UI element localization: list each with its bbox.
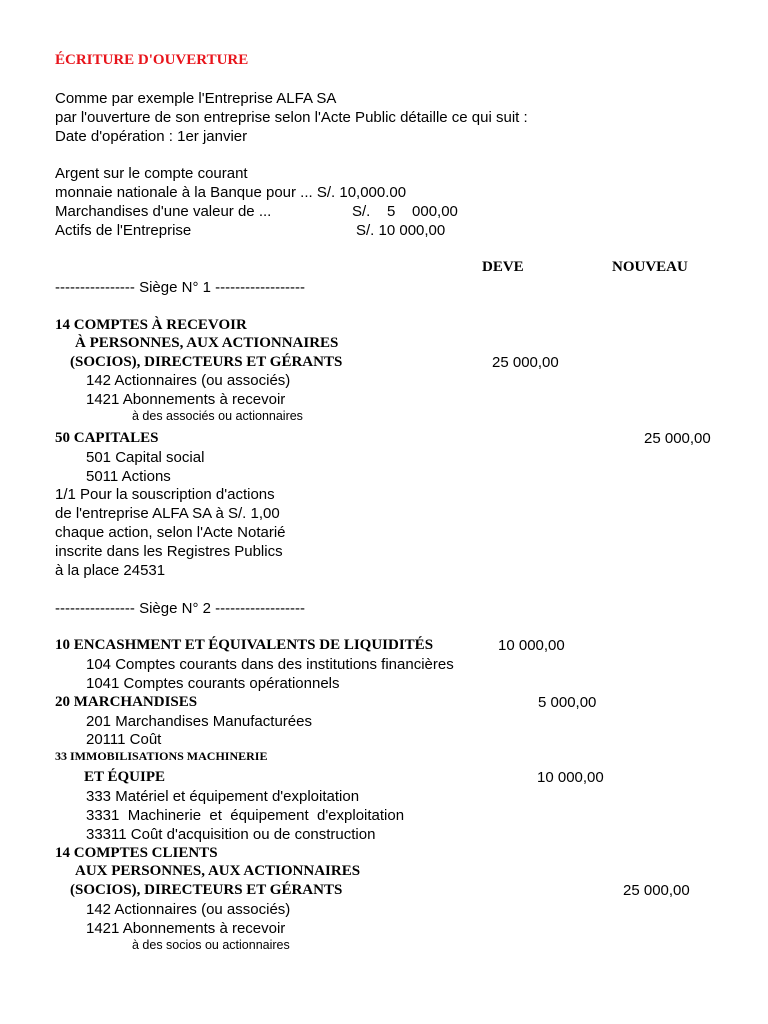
asset-label: Actifs de l'Entreprise	[55, 222, 192, 239]
debit-amount: 10 000,00	[537, 769, 604, 786]
intro-line: Comme par exemple l'Entreprise ALFA SA	[55, 90, 337, 107]
gloss-line: chaque action, selon l'Acte Notarié	[55, 524, 286, 541]
account-14-title: (SOCIOS), DIRECTEURS ET GÉRANTS	[70, 354, 343, 370]
asset-value: S/. 5 000,00	[352, 203, 458, 220]
gloss-line: de l'entreprise ALFA SA à S/. 1,00	[55, 505, 280, 522]
debit-amount: 25 000,00	[492, 354, 559, 371]
credit-header: NOUVEAU	[612, 259, 688, 275]
gloss-line: 1/1 Pour la souscription d'actions	[55, 486, 275, 503]
debit-amount: 5 000,00	[538, 694, 597, 711]
asset-label: Marchandises d'une valeur de ...	[55, 203, 272, 220]
subaccount-line: 142 Actionnaires (ou associés)	[86, 372, 291, 389]
asset-line: Argent sur le compte courant	[55, 165, 248, 182]
account-50-title: 50 CAPITALES	[55, 430, 159, 446]
subaccount-note: à des associés ou actionnaires	[132, 409, 303, 423]
intro-line: Date d'opération : 1er janvier	[55, 128, 248, 145]
seat-2-separator: ---------------- Siège N° 2 ------------------	[55, 600, 306, 617]
intro-line: par l'ouverture de son entreprise selon l'Acte Public détaille ce qui suit :	[55, 109, 528, 126]
seat-1-separator: ---------------- Siège N° 1 ------------------	[55, 279, 306, 296]
account-14-clients-title: 14 COMPTES CLIENTS	[55, 845, 218, 861]
credit-amount: 25 000,00	[623, 882, 690, 899]
subaccount-line: 201 Marchandises Manufacturées	[86, 713, 312, 730]
subaccount-line: 3331 Machinerie et équipement d'exploitation	[86, 807, 405, 824]
gloss-line: à la place 24531	[55, 562, 166, 579]
debit-amount: 10 000,00	[498, 637, 565, 654]
account-14-clients-title: (SOCIOS), DIRECTEURS ET GÉRANTS	[70, 882, 343, 898]
subaccount-line: 5011 Actions	[86, 468, 171, 485]
subaccount-line: 501 Capital social	[86, 449, 205, 466]
subaccount-line: 1421 Abonnements à recevoir	[86, 391, 286, 408]
account-14-title: À PERSONNES, AUX ACTIONNAIRES	[75, 335, 339, 351]
account-33-title: ET ÉQUIPE	[84, 769, 165, 785]
account-10-title: 10 ENCASHMENT ET ÉQUIVALENTS DE LIQUIDITÉS	[55, 637, 434, 653]
subaccount-line: 20111 Coût	[86, 731, 162, 748]
subaccount-line: 333 Matériel et équipement d'exploitation	[86, 788, 360, 805]
subaccount-line: 33311 Coût d'acquisition ou de construction	[86, 826, 376, 843]
account-33-title: 33 IMMOBILISATIONS MACHINERIE	[55, 749, 268, 763]
subaccount-line: 104 Comptes courants dans des institutions financières	[86, 656, 454, 673]
subaccount-line: 142 Actionnaires (ou associés)	[86, 901, 291, 918]
debit-header: DEVE	[482, 259, 524, 275]
account-14-clients-title: AUX PERSONNES, AUX ACTIONNAIRES	[75, 863, 361, 879]
subaccount-note: à des socios ou actionnaires	[132, 938, 290, 952]
asset-value: S/. 10 000,00	[356, 222, 446, 239]
subaccount-line: 1421 Abonnements à recevoir	[86, 920, 286, 937]
gloss-line: inscrite dans les Registres Publics	[55, 543, 283, 560]
account-14-title: 14 COMPTES À RECEVOIR	[55, 317, 247, 333]
subaccount-line: 1041 Comptes courants opérationnels	[86, 675, 340, 692]
document-title: ÉCRITURE D'OUVERTURE	[55, 52, 249, 68]
account-20-title: 20 MARCHANDISES	[55, 694, 198, 710]
credit-amount: 25 000,00	[644, 430, 711, 447]
asset-line: monnaie nationale à la Banque pour ... S/. 10,000.00	[55, 184, 407, 201]
